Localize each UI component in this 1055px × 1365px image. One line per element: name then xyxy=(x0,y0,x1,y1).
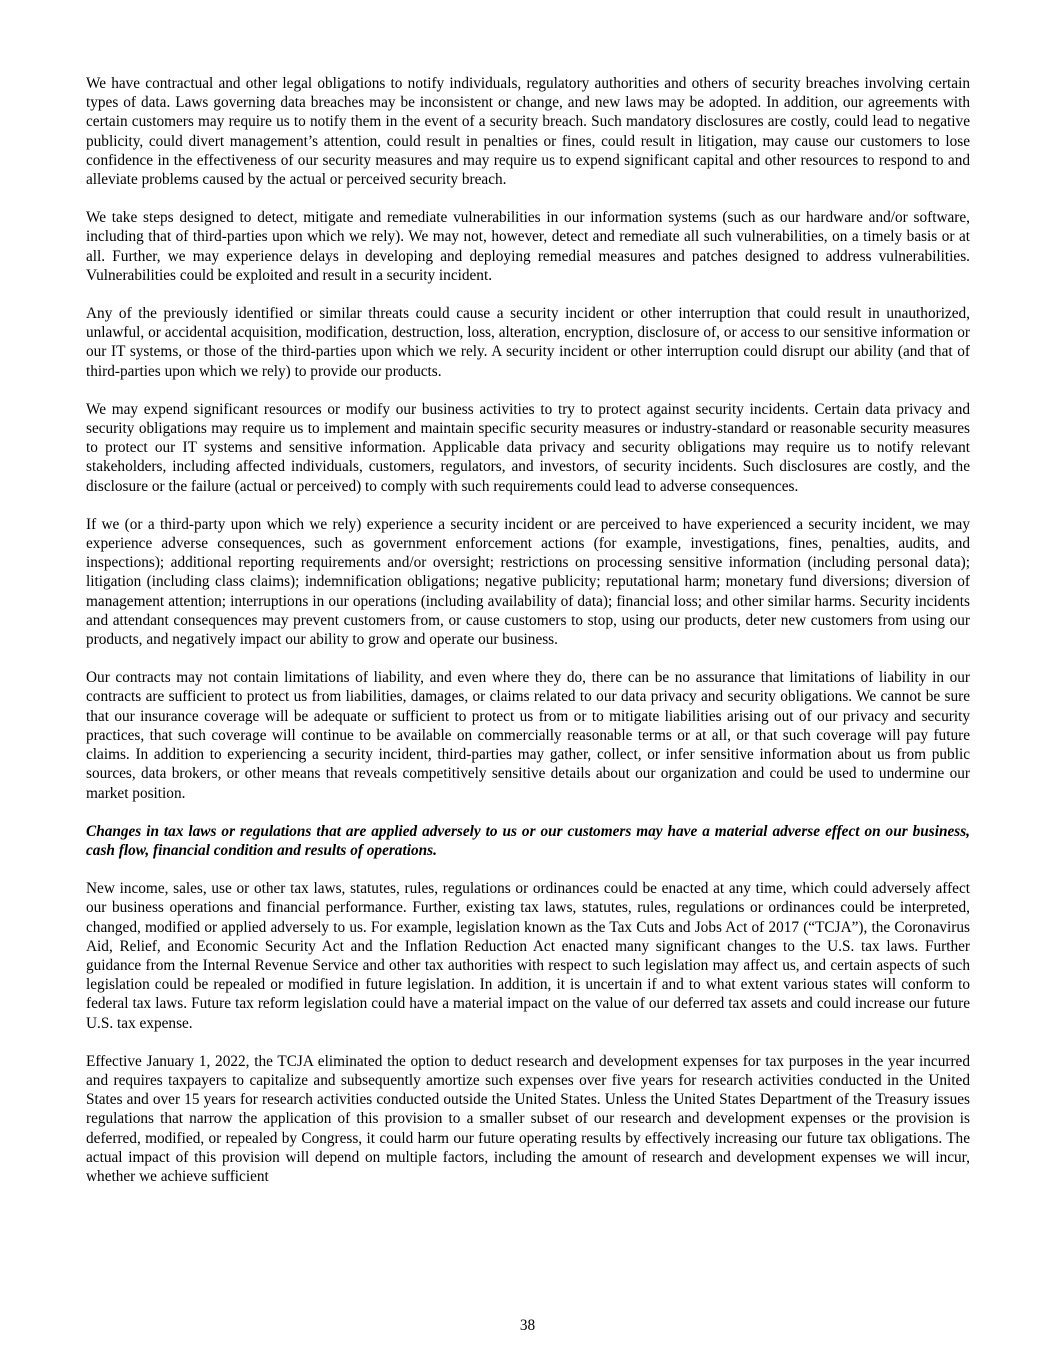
paragraph-tcja-research: Effective January 1, 2022, the TCJA eliminated the option to deduct research and development expenses for tax purposes in the year incurred and requires taxpayers to capitalize and subsequently amortize such expenses over five years for research activities conducted in the United States and over 15 years for research activities conducted outside the United States. Unless the United States Department of the Treasury issues regulations that narrow the application of this provision to a smaller subset of our research and development expenses or the provision is deferred, modified, or repealed by Congress, it could harm our future operating results by effectively increasing our future tax obligations. The actual impact of this provision will depend on multiple factors, including the amount of research and development expenses we will incur, whether we achieve sufficient xyxy=(86,1052,970,1185)
paragraph-tax-laws: New income, sales, use or other tax laws, statutes, rules, regulations or ordinances could be enacted at any time, which could adversely affect our business operations and financial performance. Further, existing tax laws, statutes, rules, regulations or ordinances could be interpreted, changed, modified or applied adversely to us. For example, legislation known as the Tax Cuts and Jobs Act of 2017 (“TCJA”), the Coronavirus Aid, Relief, and Economic Security Act and the Inflation Reduction Act enacted many significant changes to the U.S. tax laws. Further guidance from the Internal Revenue Service and other tax authorities with respect to such legislation may affect us, and certain aspects of such legislation could be repealed or modified in future legislation. In addition, it is uncertain if and to what extent various states will conform to federal tax laws. Future tax reform legislation could have a material impact on the value of our deferred tax assets and could increase our future U.S. tax expense. xyxy=(86,880,970,1032)
paragraph-threats: Any of the previously identified or similar threats could cause a security incident or other interruption that could result in unauthorized, unlawful, or accidental acquisition, modification, destruction, loss, alteration, encryption, disclosure of, or access to our sensitive information or our IT systems, or those of the third-parties upon which we rely. A security incident or other interruption could disrupt our ability (and that of third-parties upon which we rely) to provide our products. xyxy=(86,305,970,380)
paragraph-security-resources: We may expend significant resources or modify our business activities to try to protect against security incidents. Certain data privacy and security obligations may require us to implement and maintain specific security measures or industry-standard or reasonable security measures to protect our IT systems and sensitive information. Applicable data privacy and security obligations may require us to notify relevant stakeholders, including affected individuals, customers, regulators, and investors, of security incidents. Such disclosures are costly, and the disclosure or the failure (actual or perceived) to comply with such requirements could lead to adverse consequences. xyxy=(86,400,970,495)
paragraph-vulnerabilities: We take steps designed to detect, mitigate and remediate vulnerabilities in our information systems (such as our hardware and/or software, including that of third-parties upon which we rely). We may not, however, detect and remediate all such vulnerabilities, on a timely basis or at all. Further, we may experience delays in developing and deploying remedial measures and patches designed to address vulnerabilities. Vulnerabilities could be exploited and result in a security incident. xyxy=(86,209,970,284)
risk-factor-heading-tax-laws: Changes in tax laws or regulations that are applied adversely to us or our customers may have a material adverse effect on our business, cash flow, financial condition and results of operations. xyxy=(86,822,970,859)
paragraph-adverse-consequences: If we (or a third-party upon which we rely) experience a security incident or are perceived to have experienced a security incident, we may experience adverse consequences, such as government enforcement actions (for example, investigations, fines, penalties, audits, and inspections); additional reporting requirements and/or oversight; restrictions on processing sensitive information (including personal data); litigation (including class claims); indemnification obligations; negative publicity; reputational harm; monetary fund diversions; diversion of management attention; interruptions in our operations (including availability of data); financial loss; and other similar harms. Security incidents and attendant consequences may prevent customers from, or cause customers to stop, using our products, deter new customers from using our products, and negatively impact our ability to grow and operate our business. xyxy=(86,515,970,649)
paragraph-liability-limitations: Our contracts may not contain limitations of liability, and even where they do, there can be no assurance that limitations of liability in our contracts are sufficient to protect us from liabilities, damages, or claims related to our data privacy and security obligations. We cannot be sure that our insurance coverage will be adequate or sufficient to protect us from or to mitigate liabilities arising out of our privacy and security practices, that such coverage will continue to be available on commercially reasonable terms or at all, or that such coverage will pay future claims. In addition to experiencing a security incident, third-parties may gather, collect, or infer sensitive information about us from public sources, data brokers, or other means that reveals competitively sensitive details about our organization and could be used to undermine our market position. xyxy=(86,669,970,802)
paragraph-breach-notification: We have contractual and other legal obligations to notify individuals, regulatory authorities and others of security breaches involving certain types of data. Laws governing data breaches may be inconsistent or change, and new laws may be adopted. In addition, our agreements with certain customers may require us to notify them in the event of a security breach. Such mandatory disclosures are costly, could lead to negative publicity, could divert management’s attention, could result in penalties or fines, could result in litigation, may cause our customers to lose confidence in the effectiveness of our security measures and may require us to expend significant capital and other resources to respond to and alleviate problems caused by the actual or perceived security breach. xyxy=(86,75,970,189)
page-number: 38 xyxy=(519,1317,536,1334)
document-body xyxy=(86,74,970,1205)
